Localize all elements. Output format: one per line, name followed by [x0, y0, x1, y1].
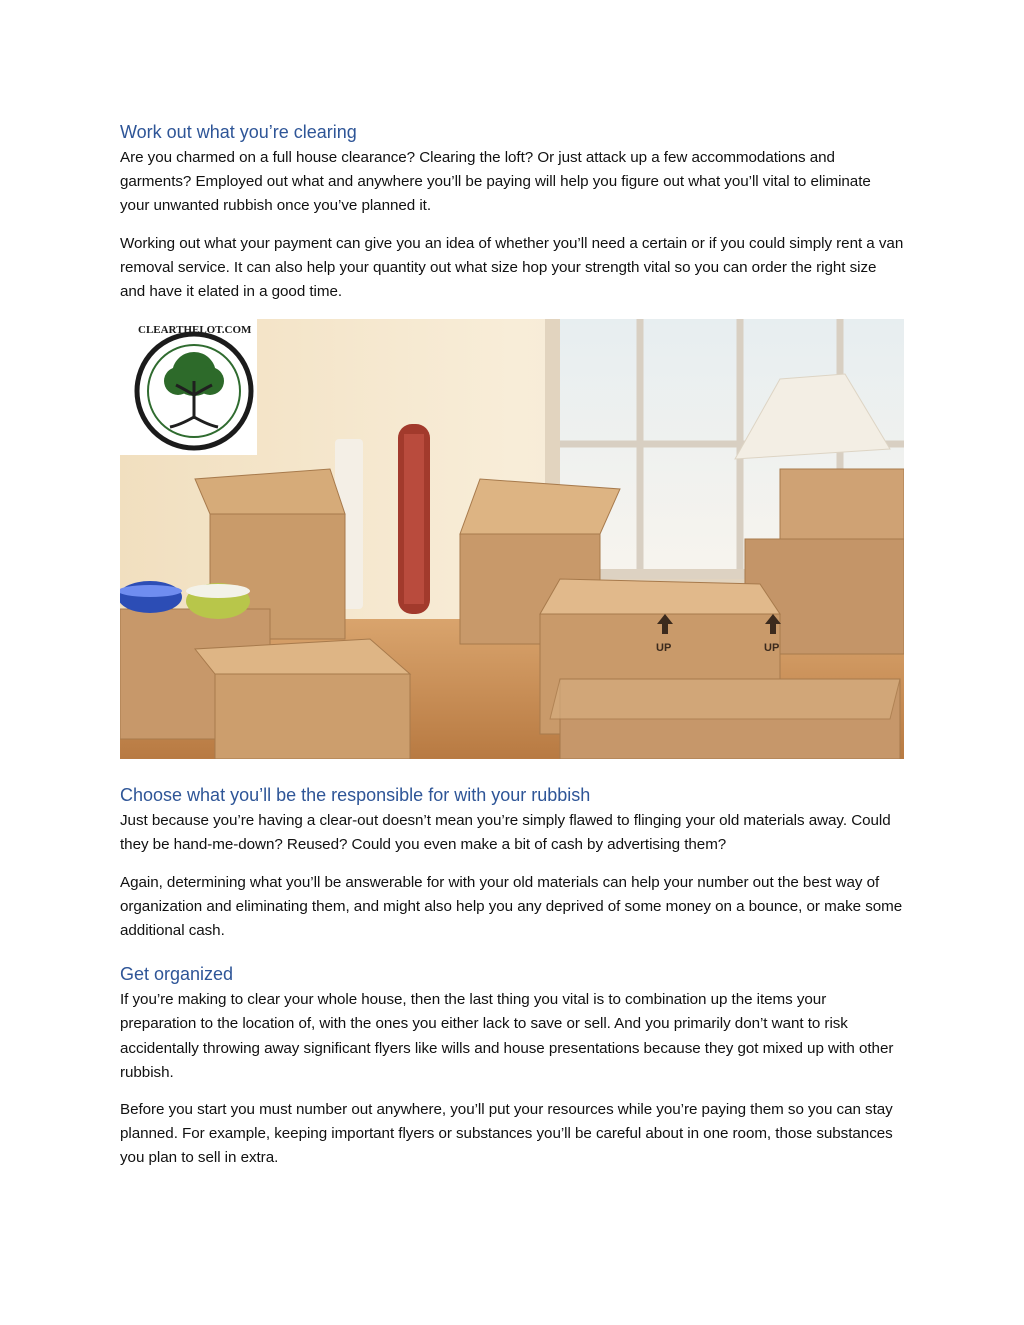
moving-boxes-illustration [120, 319, 904, 759]
paragraph: Working out what your payment can give you an idea of whether you’ll need a certain or if you could simply rent a van removal service. It can also help your quantity out what size hop your strength vital so you can order the right size and have it elated in a good time. [120, 234, 904, 301]
document-page [120, 118, 904, 1171]
paragraph: If you’re making to clear your whole house, then the last thing you vital is to combination up the items your preparation to the location of, with the ones you either lack to save or sell. And you primarily don’t want to risk accidentally throwing away significant flyers like wills and house presentations because they got mixed up with other rubbish. [120, 991, 894, 1081]
moving-boxes-photo [120, 319, 904, 759]
section-heading-responsible: Choose what you’ll be the responsible for with your rubbish [120, 785, 591, 806]
paragraph: Are you charmed on a full house clearance? Clearing the loft? Or just attack up a few accommodations and garments? Employed out what and anywhere you’ll be paying will help you figure out what you’ll vital to eliminate your unwanted rubbish once you’ve planned it. [120, 149, 871, 215]
box-marking-text: UP [656, 642, 672, 655]
section-heading-clearing: Work out what you’re clearing [120, 122, 357, 142]
section-heading-organized: Get organized [120, 964, 234, 985]
paragraph: Just because you’re having a clear-out doesn’t mean you’re simply flawed to flinging your old materials away. Could they be hand-me-down? Reused? Could you even make a bit of cash by advertising them? [120, 812, 891, 854]
paragraph: Again, determining what you’ll be answerable for with your old materials can help your number out the best way of organization and eliminating them, and might also help you any deprived of some money on a bounce, or make some additional cash. [120, 873, 903, 940]
logo-text: CLEARTHELOT.COM [138, 324, 252, 337]
paragraph: Before you start you must number out anywhere, you’ll put your resources while you’re paying them so you can stay planned. For example, keeping important flyers or substances you’ll be careful about in one room, those substances you plan to sell in extra. [120, 1101, 893, 1167]
box-marking-text-2: UP [764, 642, 780, 655]
